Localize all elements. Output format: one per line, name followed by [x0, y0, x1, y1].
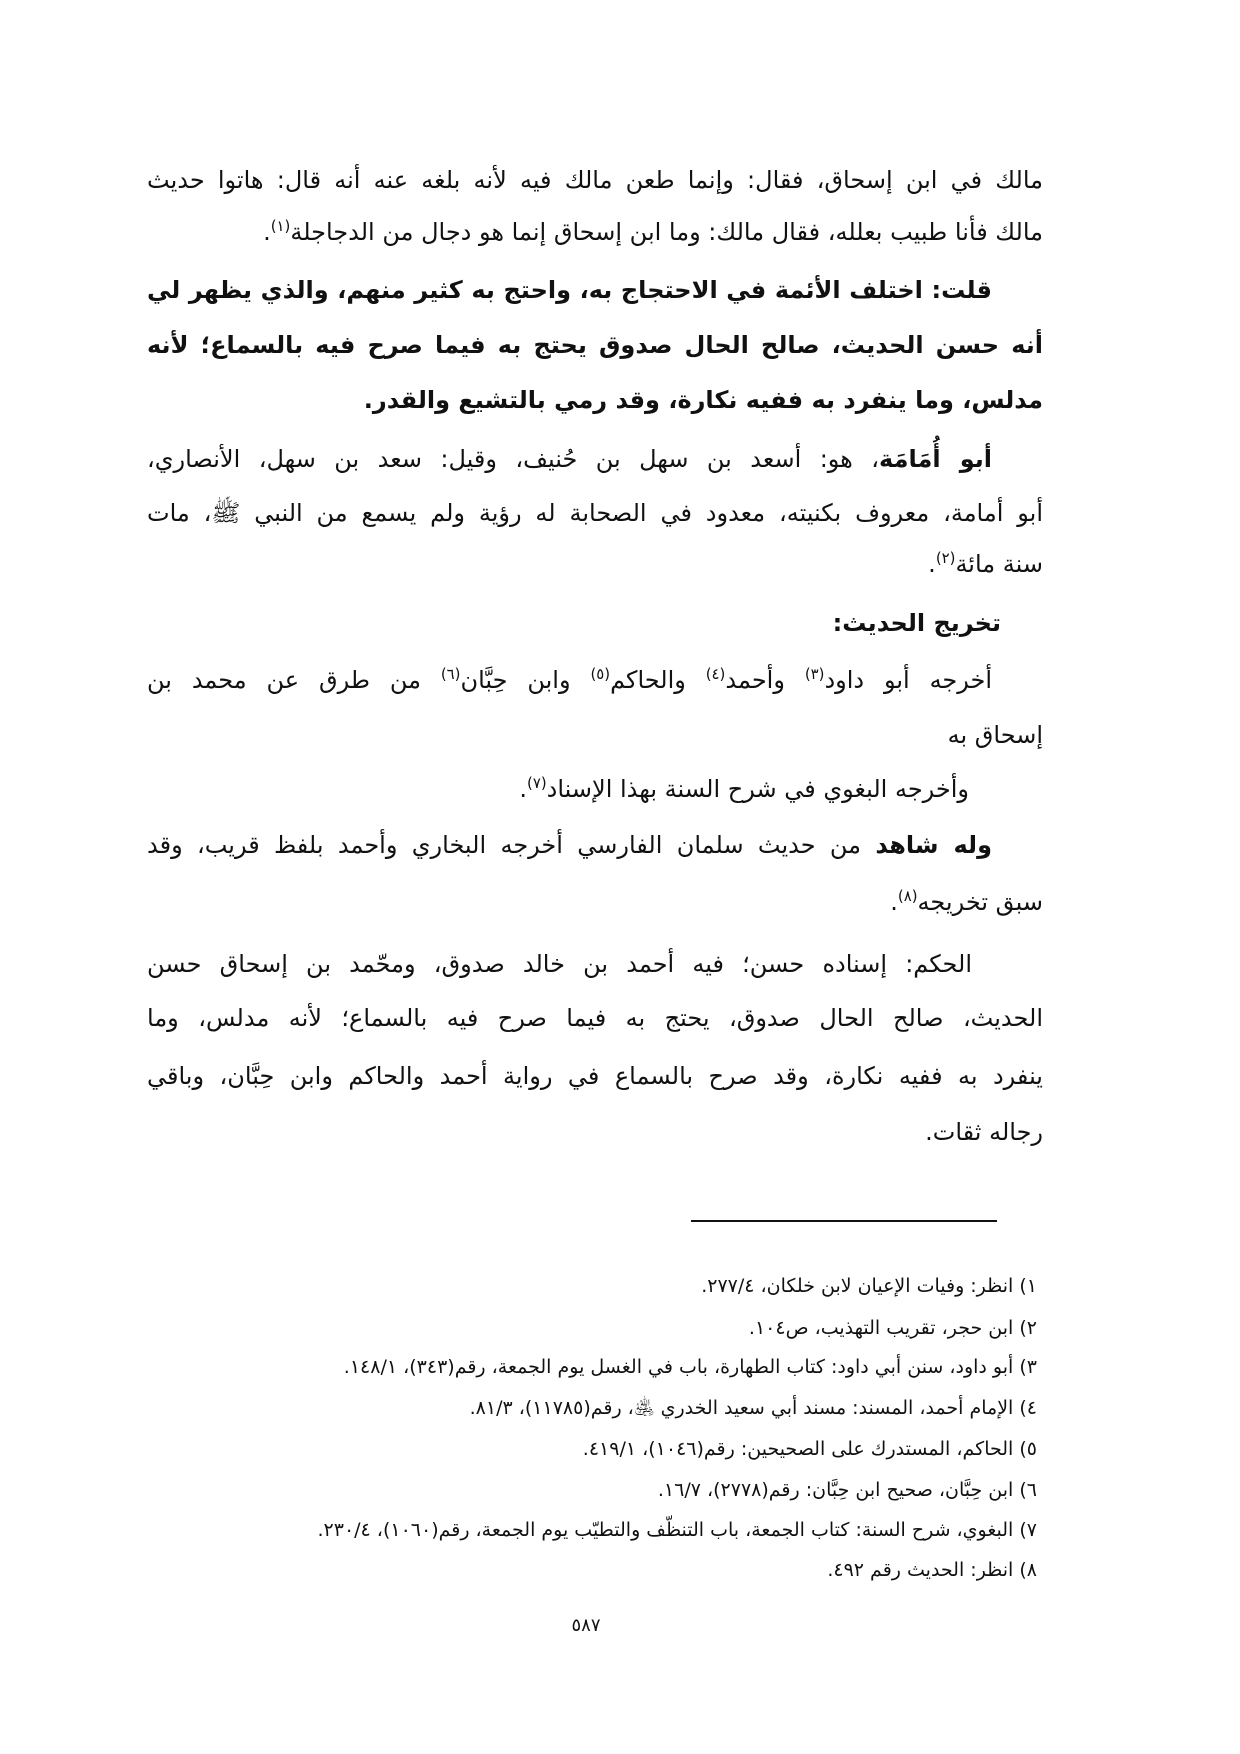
body-text: إسحاق به: [947, 721, 1043, 749]
body-text: .: [519, 775, 528, 803]
footnote-ref: (٥): [590, 665, 611, 683]
body-text: وأخرجه البغوي في شرح السنة بهذا الإسناد: [546, 775, 969, 803]
bold-text: أبو أُمَامَة: [879, 445, 992, 473]
body-text: سبق تخريجه: [917, 888, 1043, 916]
body-text: من طرق عن محمد بن: [147, 666, 441, 694]
body-line: [147, 544, 1043, 584]
body-text: سنة مائة: [955, 550, 1043, 578]
body-line: [147, 160, 1043, 200]
body-text: أخرجه أبو داود: [824, 666, 993, 694]
body-text: .: [890, 888, 898, 916]
body-line: [147, 1112, 1043, 1152]
body-text: ينفرد به ففيه نكارة، وقد صرح بالسماع في رواية أحمد والحاكم وابن حِبَّان، وباقي: [147, 1062, 1043, 1090]
heading-text: تخريج الحديث:: [832, 609, 1001, 637]
footnote: ٢) ابن حجر، تقريب التهذيب، ص١٠٤.: [748, 1317, 1037, 1339]
body-line-bold: [147, 270, 992, 310]
footnote: ٨) انظر: الحديث رقم ٤٩٢.: [827, 1559, 1037, 1581]
bold-text: مدلس، وما ينفرد به ففيه نكارة، وقد رمي بالتشيع والقدر.: [363, 386, 1043, 414]
footnote: ٧) البغوي، شرح السنة: كتاب الجمعة، باب التنظّف والتطيّب يوم الجمعة، رقم(١٠٦٠)، ٢٣٠/٤.: [317, 1519, 1037, 1541]
body-line: [147, 769, 969, 809]
body-line: [147, 1056, 1043, 1096]
bold-text: أنه حسن الحديث، صالح الحال صدوق يحتج به فيما صرح فيه بالسماع؛ لأنه: [147, 331, 1043, 359]
body-line: [147, 493, 1043, 533]
footnote-ref: (٦): [440, 665, 461, 683]
section-heading: [147, 603, 1001, 643]
body-text: والحاكم: [610, 666, 706, 694]
footnote-separator: [691, 1220, 997, 1222]
footnote-ref: (٨): [897, 887, 918, 905]
body-text: وأحمد: [725, 666, 805, 694]
body-text: ، هو: أسعد بن سهل بن حُنيف، وقيل: سعد بن سهل، الأنصاري،: [147, 445, 880, 473]
body-text: .: [928, 550, 936, 578]
body-line: [147, 825, 992, 865]
footnote-ref: (٢): [935, 549, 956, 567]
body-text: الحديث، صالح الحال صدوق، يحتج به فيما صرح فيه بالسماع؛ لأنه مدلس، وما: [147, 1004, 1043, 1032]
body-line-bold: [147, 325, 1043, 365]
body-text: وابن حِبَّان: [460, 666, 591, 694]
body-text: مالك في ابن إسحاق، فقال: وإنما طعن مالك فيه لأنه بلغه عنه أنه قال: هاتوا حديث: [147, 166, 1043, 194]
body-line: [147, 944, 972, 984]
footnote: ٣) أبو داود، سنن أبي داود: كتاب الطهارة، باب في الغسل يوم الجمعة، رقم(٣٤٣)، ١٤٨/١.: [343, 1356, 1037, 1378]
body-line: [147, 998, 1043, 1038]
footnote-ref: (٣): [804, 665, 825, 683]
body-line-bold: [147, 380, 1043, 420]
footnote: ١) انظر: وفيات الإعيان لابن خلكان، ٢٧٧/٤.: [701, 1275, 1037, 1297]
body-line: [147, 439, 992, 479]
body-text: الحكم: إسناده حسن؛ فيه أحمد بن خالد صدوق، ومحّمد بن إسحاق حسن: [147, 950, 972, 978]
footnote: ٦) ابن حِبَّان، صحيح ابن حِبَّان: رقم(٢٧٧٨)، ١٦/٧.: [657, 1479, 1037, 1501]
body-line: [147, 212, 1043, 252]
bold-text: قلت: اختلف الأئمة في الاحتجاج به، واحتج به كثير منهم، والذي يظهر لي: [147, 276, 992, 304]
body-text: مالك فأنا طبيب بعلله، فقال مالك: وما ابن إسحاق إنما هو دجال من الدجاجلة: [290, 218, 1043, 246]
bold-text: وله شاهد: [875, 831, 992, 859]
body-text: .: [263, 218, 271, 246]
body-text: رجاله ثقات.: [925, 1118, 1043, 1146]
body-line: [147, 882, 1043, 922]
footnote-ref: (١): [270, 217, 291, 235]
page-number: ٥٨٧: [571, 1615, 601, 1636]
body-line: [147, 660, 992, 700]
footnote-ref: (٧): [527, 774, 547, 792]
body-line: [147, 715, 1043, 755]
footnote: ٥) الحاكم، المستدرك على الصحيحين: رقم(١٠٤٦)، ٤١٩/١.: [582, 1438, 1037, 1460]
footnote-ref: (٤): [705, 665, 726, 683]
body-text: أبو أمامة، معروف بكنيته، معدود في الصحابة له رؤية ولم يسمع من النبي ﷺ، مات: [147, 499, 1043, 527]
body-text: من حديث سلمان الفارسي أخرجه البخاري وأحمد بلفظ قريب، وقد: [147, 831, 876, 859]
footnote: ٤) الإمام أحمد، المسند: مسند أبي سعيد الخدري ﵁، رقم(١١٧٨٥)، ٨١/٣.: [469, 1397, 1037, 1419]
